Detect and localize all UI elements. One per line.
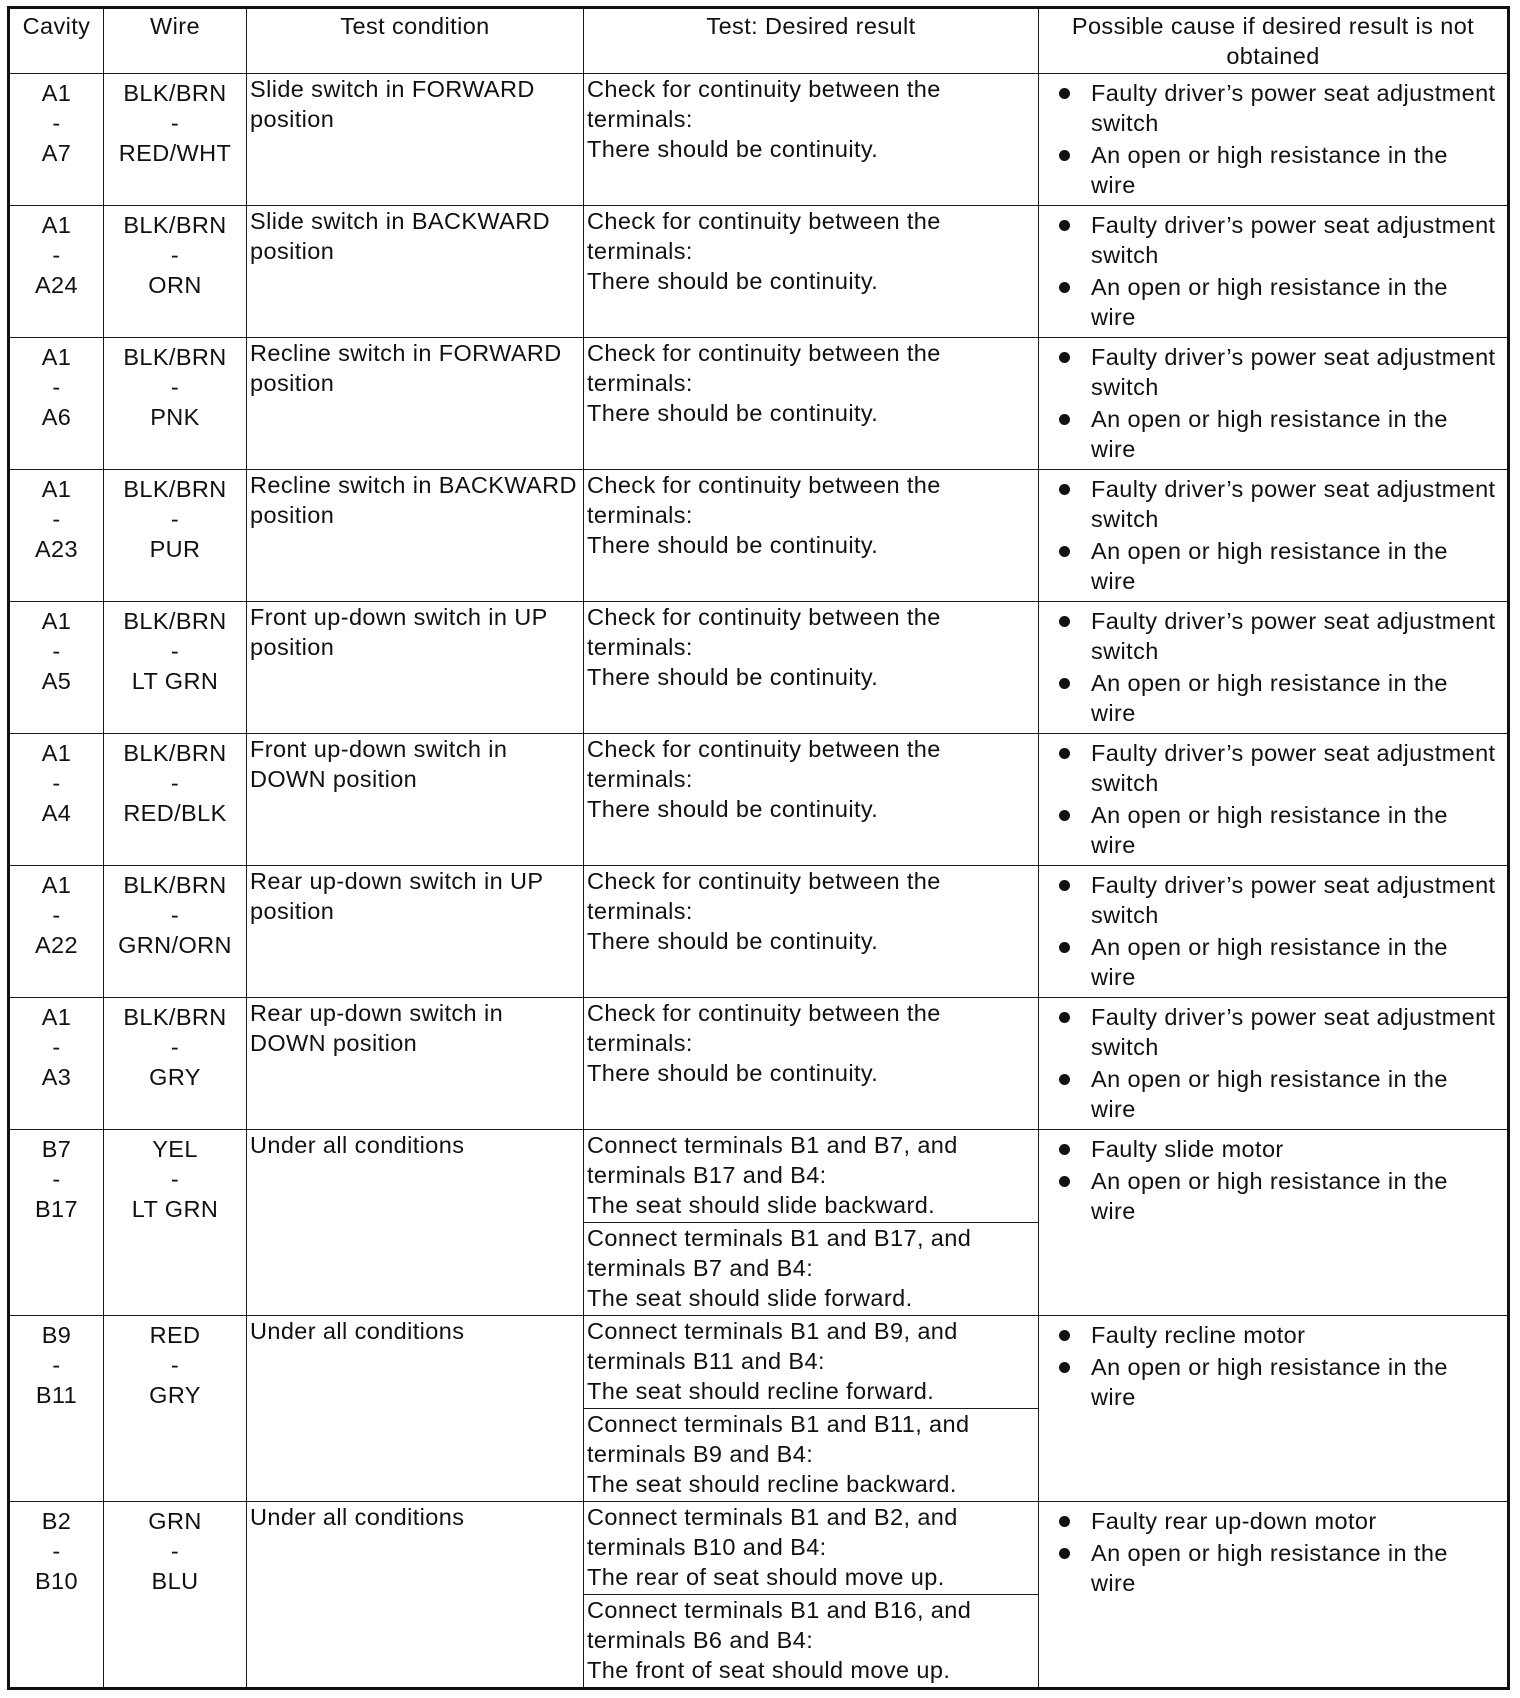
cause-text: Faulty driver’s power seat adjustment switch xyxy=(1091,739,1496,796)
bullet-icon xyxy=(1059,1362,1070,1373)
cause-text: An open or high resistance in the wire xyxy=(1091,669,1448,726)
desired-result-cell xyxy=(584,469,1039,601)
desired-result-cell xyxy=(584,1501,1039,1594)
cause-text: An open or high resistance in the wire xyxy=(1091,801,1448,858)
test-condition-cell: Slide switch in BACKWARD position xyxy=(247,205,584,337)
cause-item xyxy=(1059,668,1499,728)
bullet-icon xyxy=(1059,942,1070,953)
cavity-cell xyxy=(9,997,104,1129)
test-condition-cell: Slide switch in FORWARD position xyxy=(247,74,584,206)
cavity-line: A23 xyxy=(34,535,78,562)
cause-text: Faulty rear up-down motor xyxy=(1091,1507,1377,1534)
cavity-cell xyxy=(9,1501,104,1688)
wire-cell xyxy=(104,997,247,1129)
wire-cell xyxy=(104,1315,247,1501)
wire-line: LT GRN xyxy=(131,667,219,694)
result-line: Connect terminals B1 and B16, and terminals B6 and B4: xyxy=(587,1596,972,1653)
cavity-line: - xyxy=(52,1033,61,1060)
bullet-icon xyxy=(1059,1144,1070,1155)
bullet-icon xyxy=(1059,352,1070,363)
bullet-icon xyxy=(1059,282,1070,293)
cavity-line: A1 xyxy=(41,739,72,766)
cause-text: Faulty driver’s power seat adjustment switch xyxy=(1091,607,1496,664)
cavity-line: B11 xyxy=(35,1381,78,1408)
result-line: Check for continuity between the terminals: xyxy=(587,603,941,660)
cavity-line: A1 xyxy=(41,343,72,370)
result-line: Connect terminals B1 and B17, and terminals B7 and B4: xyxy=(587,1224,972,1281)
cavity-cell xyxy=(9,205,104,337)
cavity-line: B10 xyxy=(34,1567,78,1594)
cavity-line: B7 xyxy=(41,1135,72,1162)
wire-line: - xyxy=(170,241,180,268)
cause-list xyxy=(1039,602,1507,728)
cause-text: An open or high resistance in the wire xyxy=(1091,1065,1448,1122)
wire-line: BLK/BRN xyxy=(123,1003,227,1030)
cavity-line: - xyxy=(52,901,61,928)
result-line: Check for continuity between the terminals: xyxy=(587,207,941,264)
cause-text: Faulty driver’s power seat adjustment switch xyxy=(1091,475,1496,532)
wire-line: - xyxy=(170,1033,180,1060)
test-condition-cell: Recline switch in BACKWARD position xyxy=(247,469,584,601)
desired-result-cell xyxy=(584,74,1039,206)
wire-line: BLK/BRN xyxy=(123,343,227,370)
bullet-icon xyxy=(1059,484,1070,495)
cause-text: An open or high resistance in the wire xyxy=(1091,405,1448,462)
wire-line: BLK/BRN xyxy=(123,871,227,898)
cavity-line: A6 xyxy=(41,403,72,430)
desired-result-cell xyxy=(584,601,1039,733)
wire-cell xyxy=(104,469,247,601)
table-row xyxy=(9,205,1509,337)
wire-line: BLK/BRN xyxy=(123,211,227,238)
wire-cell xyxy=(104,1129,247,1315)
cavity-line: - xyxy=(52,1165,61,1192)
bullet-icon xyxy=(1059,1176,1070,1187)
wire-cell xyxy=(104,337,247,469)
cause-text: An open or high resistance in the wire xyxy=(1091,1353,1448,1410)
bullet-icon xyxy=(1059,616,1070,627)
cavity-cell xyxy=(9,74,104,206)
cause-item xyxy=(1059,342,1499,402)
cavity-line: - xyxy=(52,241,61,268)
table-row xyxy=(9,997,1509,1129)
bullet-icon xyxy=(1059,150,1070,161)
result-line: The seat should slide backward. xyxy=(587,1191,936,1218)
cause-item xyxy=(1059,870,1499,930)
cause-item xyxy=(1059,800,1499,860)
possible-cause-cell xyxy=(1039,865,1509,997)
wire-line: - xyxy=(170,1165,180,1192)
test-condition-cell: Under all conditions xyxy=(247,1129,584,1315)
cause-item xyxy=(1059,1002,1499,1062)
result-line: Check for continuity between the terminals: xyxy=(587,999,941,1056)
desired-result-cell xyxy=(584,1408,1039,1501)
cause-item xyxy=(1059,1166,1499,1226)
result-line: There should be continuity. xyxy=(587,399,879,426)
bullet-icon xyxy=(1059,414,1070,425)
bullet-icon xyxy=(1059,546,1070,557)
header-test-condition: Test condition xyxy=(247,8,584,74)
test-condition-cell: Front up-down switch in DOWN position xyxy=(247,733,584,865)
header-cavity: Cavity xyxy=(9,8,104,74)
bullet-icon xyxy=(1059,1074,1070,1085)
bullet-icon xyxy=(1059,1516,1070,1527)
cause-text: An open or high resistance in the wire xyxy=(1091,1167,1448,1224)
result-line: The seat should slide forward. xyxy=(587,1284,913,1311)
cavity-line: - xyxy=(52,1351,61,1378)
wire-line: RED/WHT xyxy=(118,140,232,166)
wire-cell xyxy=(104,601,247,733)
cause-item xyxy=(1059,738,1499,798)
desired-result-cell xyxy=(584,997,1039,1129)
cause-item xyxy=(1059,474,1499,534)
cavity-cell xyxy=(9,1129,104,1315)
result-line: There should be continuity. xyxy=(587,1059,879,1086)
result-line: There should be continuity. xyxy=(587,795,879,822)
cause-text: Faulty driver’s power seat adjustment switch xyxy=(1091,871,1496,928)
table-row xyxy=(9,733,1509,865)
desired-result-cell xyxy=(584,205,1039,337)
cause-item xyxy=(1059,606,1499,666)
cause-list xyxy=(1039,338,1507,464)
cavity-line: - xyxy=(52,769,61,796)
bullet-icon xyxy=(1059,810,1070,821)
table-row xyxy=(9,1315,1509,1408)
bullet-icon xyxy=(1059,88,1070,99)
wire-line: BLK/BRN xyxy=(123,739,227,766)
table-row xyxy=(9,337,1509,469)
possible-cause-cell xyxy=(1039,997,1509,1129)
bullet-icon xyxy=(1059,880,1070,891)
wire-line: - xyxy=(170,1537,180,1564)
wire-cell xyxy=(104,205,247,337)
test-condition-cell: Under all conditions xyxy=(247,1501,584,1688)
result-line: Check for continuity between the terminals: xyxy=(587,471,941,528)
cause-item xyxy=(1059,404,1499,464)
cavity-line: B2 xyxy=(41,1507,72,1534)
table-row xyxy=(9,1501,1509,1594)
table-row xyxy=(9,74,1509,206)
possible-cause-cell xyxy=(1039,469,1509,601)
cause-item xyxy=(1059,210,1499,270)
cause-list xyxy=(1039,1502,1507,1598)
cavity-line: - xyxy=(52,637,61,664)
header-possible-cause: Possible cause if desired result is not obtained xyxy=(1039,8,1509,74)
cavity-line: A5 xyxy=(41,667,72,694)
wire-line: PUR xyxy=(149,535,201,562)
wire-line: RED/BLK xyxy=(123,799,227,826)
result-line: There should be continuity. xyxy=(587,531,879,558)
cavity-line: A1 xyxy=(41,211,72,238)
cause-list xyxy=(1039,1316,1507,1412)
possible-cause-cell xyxy=(1039,1501,1509,1688)
cause-item xyxy=(1059,1134,1499,1164)
header-row xyxy=(9,8,1509,74)
cause-item xyxy=(1059,932,1499,992)
possible-cause-cell xyxy=(1039,601,1509,733)
wire-line: BLK/BRN xyxy=(123,475,227,502)
switch-test-table xyxy=(7,6,1510,1690)
result-line: Check for continuity between the terminals: xyxy=(587,867,941,924)
cavity-line: B17 xyxy=(34,1195,78,1222)
desired-result-cell xyxy=(584,1129,1039,1222)
cavity-cell xyxy=(9,733,104,865)
cause-list xyxy=(1039,74,1507,200)
cause-list xyxy=(1039,998,1507,1124)
bullet-icon xyxy=(1059,748,1070,759)
wire-line: - xyxy=(170,110,180,136)
cause-text: Faulty driver’s power seat adjustment switch xyxy=(1091,80,1496,136)
wire-line: GRY xyxy=(149,1063,201,1090)
cause-text: An open or high resistance in the wire xyxy=(1091,933,1448,990)
result-line: The seat should recline backward. xyxy=(587,1470,957,1497)
cause-item xyxy=(1059,1352,1499,1412)
wire-line: - xyxy=(170,901,180,928)
wire-line: YEL xyxy=(152,1135,198,1162)
cause-item xyxy=(1059,1538,1499,1598)
cause-item xyxy=(1059,1506,1499,1536)
cavity-cell xyxy=(9,601,104,733)
cavity-line: A1 xyxy=(41,80,72,106)
wire-line: RED xyxy=(149,1321,201,1348)
table-row xyxy=(9,1129,1509,1222)
wire-line: GRN/ORN xyxy=(118,931,232,958)
cause-list xyxy=(1039,734,1507,860)
cause-item xyxy=(1059,536,1499,596)
cause-item xyxy=(1059,140,1499,200)
cavity-line: A3 xyxy=(41,1063,72,1090)
result-line: There should be continuity. xyxy=(587,663,879,690)
table-body xyxy=(9,74,1509,1689)
wire-line: PNK xyxy=(150,403,200,430)
bullet-icon xyxy=(1059,1012,1070,1023)
desired-result-cell xyxy=(584,1594,1039,1688)
cavity-line: - xyxy=(52,505,61,532)
result-line: The seat should recline forward. xyxy=(587,1377,935,1404)
possible-cause-cell xyxy=(1039,733,1509,865)
cavity-line: A4 xyxy=(41,799,72,826)
wire-line: - xyxy=(170,505,180,532)
desired-result-cell xyxy=(584,1222,1039,1315)
cause-item xyxy=(1059,78,1499,138)
result-line: Connect terminals B1 and B2, and terminals B10 and B4: xyxy=(587,1503,958,1560)
test-condition-cell: Rear up-down switch in UP position xyxy=(247,865,584,997)
result-line: The front of seat should move up. xyxy=(587,1656,951,1683)
wire-line: LT GRN xyxy=(131,1195,219,1222)
desired-result-cell xyxy=(584,865,1039,997)
result-line: Connect terminals B1 and B9, and terminals B11 and B4: xyxy=(587,1317,958,1374)
bullet-icon xyxy=(1059,1548,1070,1559)
possible-cause-cell xyxy=(1039,74,1509,206)
wire-line: GRY xyxy=(149,1381,201,1408)
cavity-line: - xyxy=(52,373,61,400)
header-wire: Wire xyxy=(104,8,247,74)
cause-item xyxy=(1059,1320,1499,1350)
wire-line: BLU xyxy=(151,1567,199,1594)
bullet-icon xyxy=(1059,678,1070,689)
wire-line: - xyxy=(170,769,180,796)
possible-cause-cell xyxy=(1039,1129,1509,1315)
result-line: The rear of seat should move up. xyxy=(587,1563,945,1590)
cause-text: An open or high resistance in the wire xyxy=(1091,273,1448,330)
cavity-line: A24 xyxy=(34,271,78,298)
table-row xyxy=(9,601,1509,733)
cause-text: Faulty recline motor xyxy=(1091,1321,1306,1348)
test-condition-cell: Rear up-down switch in DOWN position xyxy=(247,997,584,1129)
result-line: There should be continuity. xyxy=(587,136,879,162)
wire-line: - xyxy=(170,637,180,664)
header-desired-result: Test: Desired result xyxy=(584,8,1039,74)
result-line: There should be continuity. xyxy=(587,267,879,294)
cavity-line: - xyxy=(52,1537,61,1564)
test-condition-cell: Recline switch in FORWARD position xyxy=(247,337,584,469)
table-row xyxy=(9,865,1509,997)
wire-cell xyxy=(104,865,247,997)
desired-result-cell xyxy=(584,337,1039,469)
cavity-line: A1 xyxy=(41,607,72,634)
result-line: There should be continuity. xyxy=(587,927,879,954)
possible-cause-cell xyxy=(1039,337,1509,469)
result-line: Check for continuity between the terminals: xyxy=(587,339,941,396)
wire-cell xyxy=(104,733,247,865)
cause-text: Faulty driver’s power seat adjustment switch xyxy=(1091,343,1496,400)
cause-text: Faulty slide motor xyxy=(1091,1135,1284,1162)
cavity-line: A1 xyxy=(41,871,72,898)
cavity-line: B9 xyxy=(41,1321,72,1348)
wire-line: - xyxy=(170,1351,180,1378)
cavity-cell xyxy=(9,865,104,997)
wire-line: BLK/BRN xyxy=(123,607,227,634)
cavity-cell xyxy=(9,1315,104,1501)
bullet-icon xyxy=(1059,220,1070,231)
cause-list xyxy=(1039,866,1507,992)
table-row xyxy=(9,469,1509,601)
cavity-cell xyxy=(9,469,104,601)
cause-list xyxy=(1039,1130,1507,1226)
cause-item xyxy=(1059,1064,1499,1124)
cause-text: Faulty driver’s power seat adjustment switch xyxy=(1091,1003,1496,1060)
wire-line: ORN xyxy=(148,271,202,298)
wire-line: GRN xyxy=(148,1507,202,1534)
cavity-line: A22 xyxy=(34,931,78,958)
cause-text: An open or high resistance in the wire xyxy=(1091,142,1448,198)
cavity-line: A1 xyxy=(41,475,72,502)
test-condition-cell: Under all conditions xyxy=(247,1315,584,1501)
wire-line: BLK/BRN xyxy=(123,80,227,106)
cavity-line: A7 xyxy=(41,140,72,166)
cavity-line: A1 xyxy=(41,1003,72,1030)
result-line: Check for continuity between the terminals: xyxy=(587,76,941,132)
wire-cell xyxy=(104,74,247,206)
result-line: Connect terminals B1 and B7, and terminals B17 and B4: xyxy=(587,1131,958,1188)
cause-list xyxy=(1039,206,1507,332)
cause-list xyxy=(1039,470,1507,596)
cavity-cell xyxy=(9,337,104,469)
test-condition-cell: Front up-down switch in UP position xyxy=(247,601,584,733)
wire-cell xyxy=(104,1501,247,1688)
result-line: Connect terminals B1 and B11, and terminals B9 and B4: xyxy=(587,1410,970,1467)
desired-result-cell xyxy=(584,733,1039,865)
cavity-line: - xyxy=(52,110,61,136)
cause-item xyxy=(1059,272,1499,332)
result-line: Check for continuity between the terminals: xyxy=(587,735,941,792)
bullet-icon xyxy=(1059,1330,1070,1341)
cause-text: An open or high resistance in the wire xyxy=(1091,537,1448,594)
wire-line: - xyxy=(170,373,180,400)
cause-text: An open or high resistance in the wire xyxy=(1091,1539,1448,1596)
cause-text: Faulty driver’s power seat adjustment switch xyxy=(1091,211,1496,268)
possible-cause-cell xyxy=(1039,1315,1509,1501)
desired-result-cell xyxy=(584,1315,1039,1408)
possible-cause-cell xyxy=(1039,205,1509,337)
